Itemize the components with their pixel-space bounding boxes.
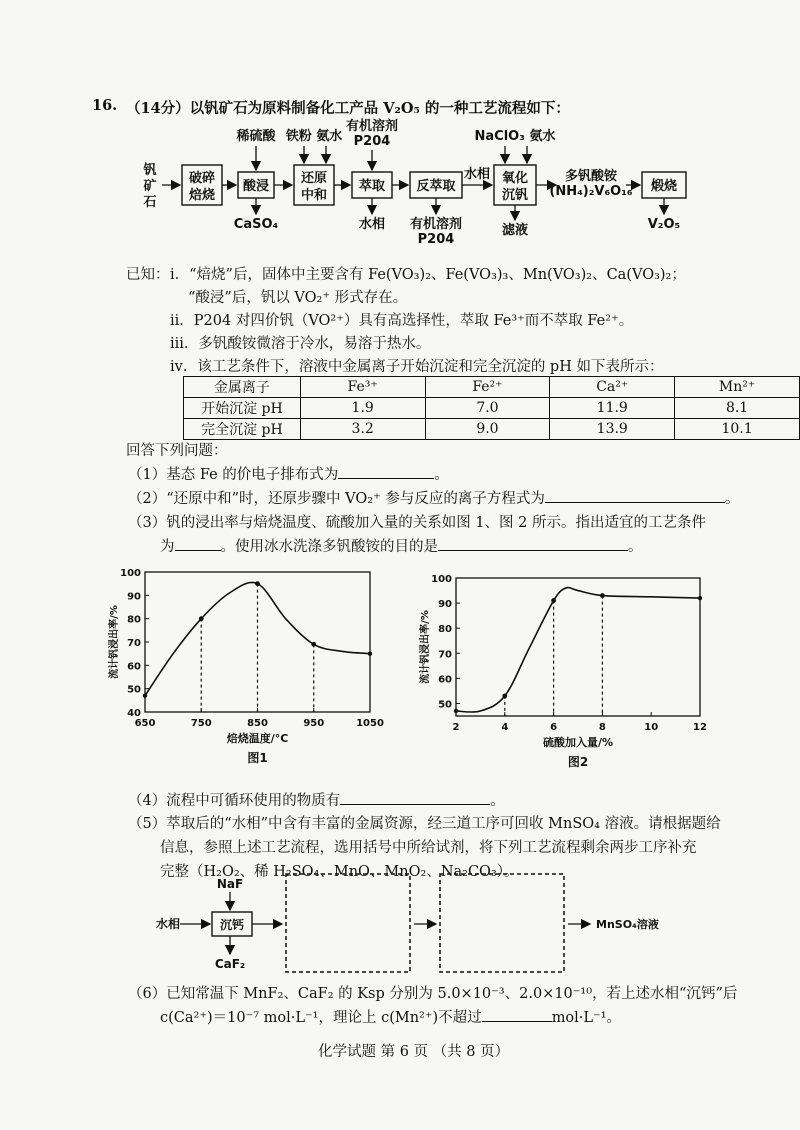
question-4-text: （4）流程中可循环使用的物质有: [128, 793, 341, 809]
table-cell: 9.0: [425, 419, 550, 440]
step-oxidize-l1: 氧化: [501, 171, 529, 186]
reagent-iron-ammonia: 铁粉 氨水: [285, 129, 343, 144]
x-tick-label: 850: [247, 718, 268, 729]
data-point: [600, 593, 605, 598]
data-point: [698, 596, 702, 600]
question-6b: [160, 1006, 621, 1027]
table-cell: 完全沉淀 pH: [184, 419, 301, 440]
intermediate-name: 多钒酸铵(NH₄)₂V₆O₁₆: [549, 169, 633, 199]
x-tick-label: 750: [190, 718, 212, 729]
answer-blank-1[interactable]: [338, 464, 434, 479]
process-flow-diagram: [0, 0, 800, 260]
y-tick-label: 100: [120, 568, 141, 579]
step-oxidize-l2: 沉钒: [501, 188, 529, 203]
chart-figure-1: [100, 560, 390, 780]
table-header: 金属离子: [184, 377, 301, 398]
answer-blank-3b[interactable]: [438, 536, 628, 551]
data-point: [143, 693, 147, 697]
question-2-text: （2）“还原中和”时，还原步骤中 VO₂⁺ 参与反应的离子方程式为: [128, 491, 545, 507]
step-crush-roast-l1: 破碎: [188, 171, 216, 186]
question-1: [128, 463, 449, 484]
flow2-byproduct: CaF₂: [214, 957, 246, 971]
data-point: [551, 598, 556, 603]
question-number: 16.: [92, 97, 118, 114]
x-axis-label: 硫酸加入量/%: [542, 736, 614, 749]
plot-frame: [145, 572, 370, 712]
table-cell: 1.9: [300, 398, 425, 419]
flow2-blank-step-2[interactable]: [440, 874, 564, 972]
known-label: 已知：: [126, 267, 170, 283]
data-point: [199, 616, 204, 621]
answer-blank-3a[interactable]: [175, 536, 221, 551]
chart-title: 图1: [247, 751, 268, 765]
x-tick-label: 10: [644, 722, 659, 733]
reagent-organic-solvent: 有机溶剂 P204: [345, 119, 399, 149]
y-tick-label: 40: [127, 708, 141, 719]
series-line: [456, 588, 700, 713]
ion-ph-table: [183, 376, 800, 440]
question-6a: （6）已知常温下 MnF₂、CaF₂ 的 Ksp 分别为 5.0×10⁻³、2.0×10⁻¹⁰，若上述水相“沉钙”后: [128, 986, 738, 1002]
y-tick-label: 60: [438, 674, 452, 686]
plot-frame: [456, 578, 700, 716]
question-3b-pre: 为: [160, 539, 175, 555]
table-cell: 3.2: [300, 419, 425, 440]
step-reduce-l2: 中和: [300, 188, 328, 203]
flow2-blank-step-1[interactable]: [286, 874, 410, 972]
table-cell: 8.1: [675, 398, 800, 419]
table-row: [184, 398, 800, 419]
answer-intro: 回答下列问题：: [126, 443, 228, 459]
table-header: Fe³⁺: [300, 377, 425, 398]
x-tick-label: 8: [598, 722, 606, 733]
y-tick-label: 80: [127, 614, 141, 626]
flow2-end: MnSO₄溶液: [596, 918, 659, 931]
table-header: Fe²⁺: [425, 377, 550, 398]
data-point: [502, 694, 507, 699]
output-filtrate: 滤液: [501, 223, 529, 238]
question-3b-mid: 。使用冰水洗涤多钒酸铵的目的是: [220, 539, 438, 555]
y-tick-label: 80: [438, 624, 452, 636]
x-tick-label: 4: [501, 722, 509, 733]
chart-title: 图2: [567, 755, 589, 769]
page-footer: 化学试题 第 6 页 （共 8 页）: [318, 1044, 510, 1060]
answer-blank-6[interactable]: [482, 1007, 552, 1022]
question-5c: 完整（H₂O₂、稀 H₂SO₄、MnO、MnO₂、Na₂CO₃）。: [160, 864, 519, 880]
y-tick-label: 100: [431, 574, 452, 585]
table-header: Ca²⁺: [550, 377, 675, 398]
question-1-text: （1）基态 Fe 的价电子排布式为: [128, 467, 339, 483]
period: 。: [490, 793, 505, 809]
table-cell: 13.9: [550, 419, 675, 440]
known-item-3: iii．多钒酸铵微溶于冷水，易溶于热水。: [170, 336, 431, 352]
table-cell: 10.1: [675, 419, 800, 440]
known-item-1: i．“焙烧”后，固体中主要含有 Fe(VO₃)₂、Fe(VO₃)₃、Mn(VO₃)₂、Ca(VO₃)₂；: [170, 267, 686, 283]
period: 。: [434, 467, 449, 483]
x-tick-label: 12: [693, 722, 707, 733]
step-back-extract: 反萃取: [416, 179, 456, 194]
answer-blank-4[interactable]: [340, 790, 490, 805]
data-point: [255, 581, 260, 586]
question-2: [128, 487, 739, 508]
y-tick-label: 90: [438, 599, 452, 611]
table-cell: 开始沉淀 pH: [184, 398, 301, 419]
y-axis-label: 流计钒浸出率/%: [420, 610, 431, 684]
flow2-start: 水相: [156, 917, 181, 931]
output-aqueous-phase: 水相: [358, 217, 386, 232]
y-tick-label: 70: [438, 649, 452, 661]
table-header: Mn²⁺: [675, 377, 800, 398]
x-tick-label: 6: [550, 722, 558, 733]
y-tick-label: 60: [127, 661, 141, 673]
raw-ore-label-1: 钒: [143, 163, 157, 178]
question-4: [128, 789, 505, 810]
step-acid-leach: 酸浸: [242, 179, 270, 194]
data-point: [311, 642, 316, 647]
output-organic-solvent: 有机溶剂 P204: [409, 217, 463, 247]
x-tick-label: 1050: [356, 718, 384, 729]
y-tick-label: 90: [127, 591, 141, 603]
step-extract: 萃取: [358, 179, 386, 194]
recovery-flow-diagram: [150, 870, 710, 980]
raw-ore-label-3: 石: [143, 195, 157, 210]
flow2-reagent: NaF: [216, 877, 244, 891]
answer-blank-2[interactable]: [545, 488, 725, 503]
question-3a: （3）钒的浸出率与焙烧温度、硫酸加入量的关系如图 1、图 2 所示。指出适宜的工艺条件: [128, 515, 706, 531]
reagent-dilute-h2so4: 稀硫酸: [236, 129, 276, 144]
flow2-step: 沉钙: [219, 918, 245, 932]
y-tick-label: 50: [127, 684, 141, 696]
table-cell: 7.0: [425, 398, 550, 419]
x-tick-label: 950: [303, 718, 325, 729]
known-item-2: ii．P204 对四价钒（VO²⁺）具有高选择性，萃取 Fe³⁺而不萃取 Fe²⁺。: [170, 313, 634, 329]
y-axis-label: 流计钒浸出率/%: [109, 605, 120, 679]
question-5a: （5）萃取后的“水相”中含有丰富的金属资源，经三道工序可回收 MnSO₄ 溶液。请根据题给: [128, 816, 721, 832]
known-item-4: iv．该工艺条件下，溶液中金属离子开始沉淀和完全沉淀的 pH 如下表所示：: [170, 359, 664, 375]
question-5b: 信息，参照上述工艺流程，选用括号中所给试剂，将下列工艺流程剩余两步工序补充: [160, 840, 697, 856]
step-reduce-l1: 还原: [300, 171, 328, 186]
byproduct-caso4: CaSO₄: [233, 217, 279, 232]
table-cell: 11.9: [550, 398, 675, 419]
question-3b: [160, 535, 643, 556]
y-tick-label: 50: [438, 699, 452, 711]
period: 。: [628, 539, 643, 555]
y-tick-label: 70: [127, 638, 141, 649]
arrow-label-aqueous: 水相: [463, 167, 491, 182]
x-axis-label: 焙烧温度/°C: [226, 732, 289, 745]
question-6b-pre: c(Ca²⁺)＝10⁻⁷ mol·L⁻¹，理论上 c(Mn²⁺)不超过: [160, 1010, 482, 1026]
known-item-1b: “酸浸”后，钒以 VO₂⁺ 形式存在。: [188, 290, 408, 306]
data-point: [368, 651, 372, 655]
product-v2o5: V₂O₅: [647, 217, 681, 232]
raw-ore-label-2: 矿: [143, 179, 157, 194]
reagent-naclo3-ammonia: NaClO₃ 氨水: [474, 129, 556, 144]
question-6b-post: mol·L⁻¹。: [551, 1010, 622, 1026]
step-calcine: 煅烧: [650, 179, 678, 194]
question-intro: （14分）以钒矿石为原料制备化工产品 V₂O₅ 的一种工艺流程如下：: [126, 100, 570, 117]
step-crush-roast-l2: 焙烧: [188, 188, 216, 203]
data-point: [454, 709, 458, 713]
table-header-row: [184, 377, 800, 398]
period: 。: [724, 491, 740, 507]
table-row: [184, 419, 800, 440]
x-tick-label: 650: [134, 718, 156, 729]
chart-figure-2: [400, 568, 720, 783]
x-tick-label: 2: [452, 722, 460, 733]
